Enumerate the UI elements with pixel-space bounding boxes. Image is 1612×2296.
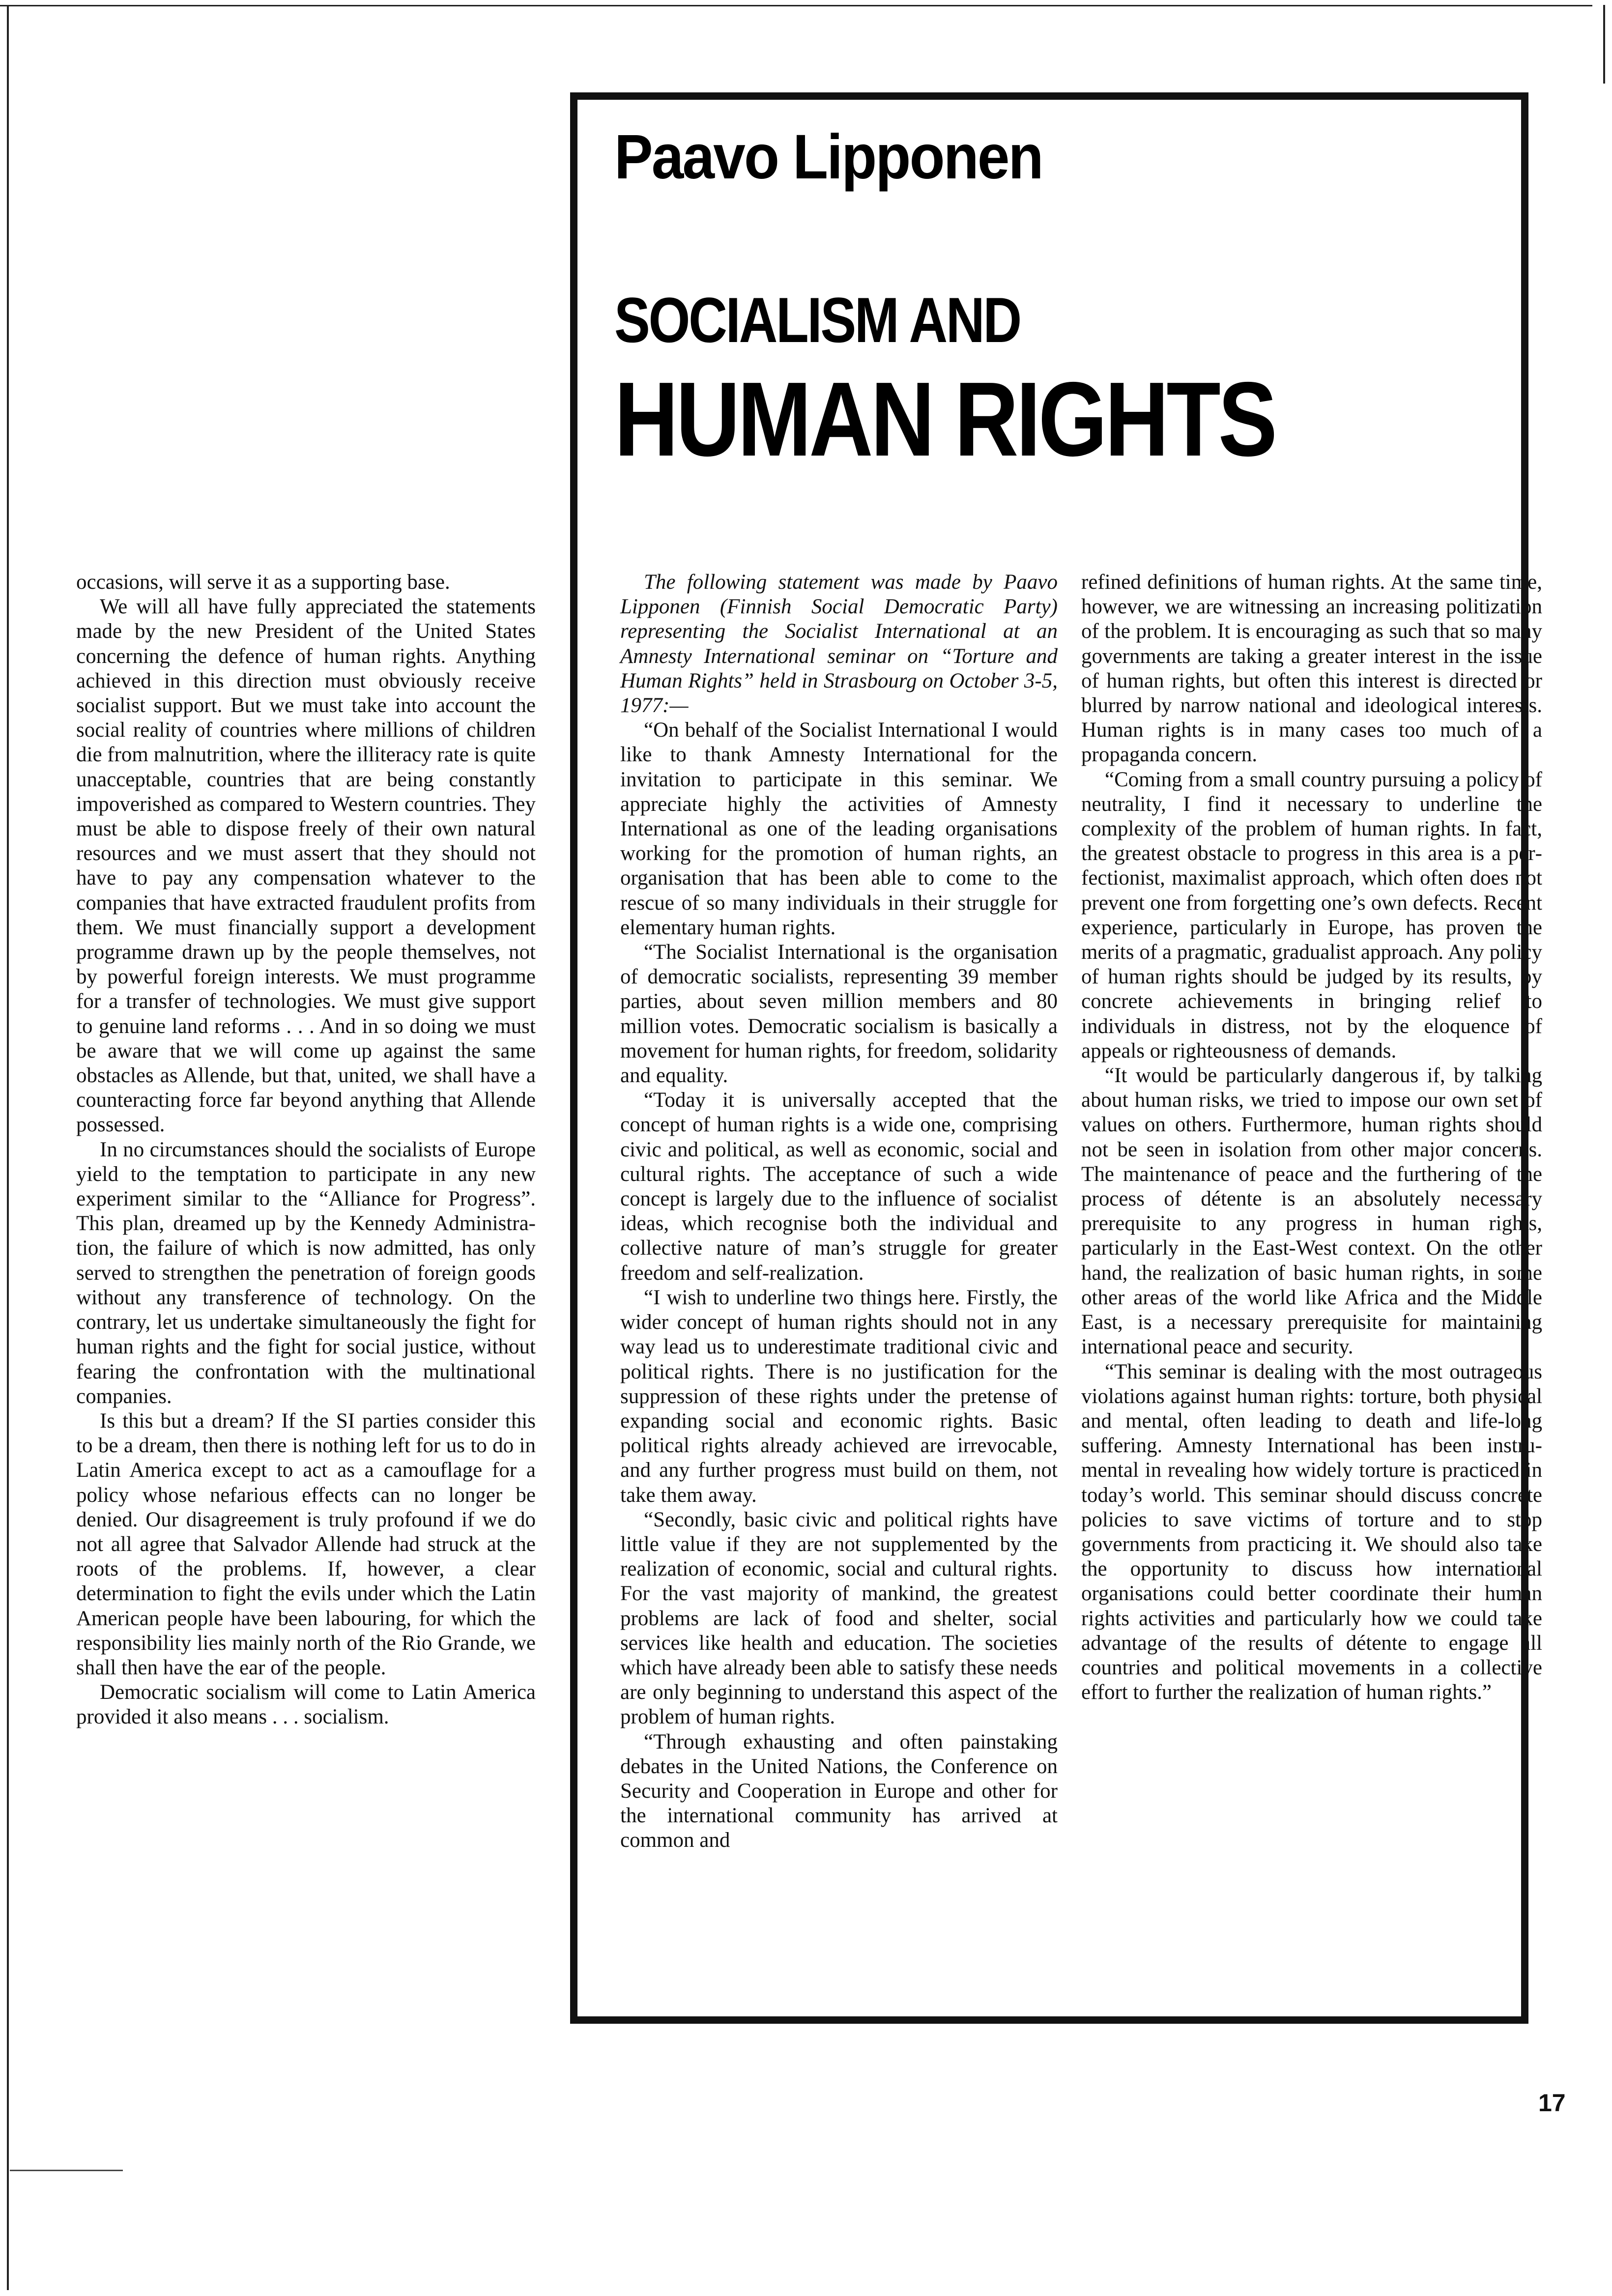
paragraph: “On behalf of the Socialist International I would like to thank Amnesty International for the invitation to participate in this seminar. We appreciate highly the activities of Amnesty International as one of the leading organisations working for the promotion of human rights, an organisation that has been able to come to the rescue of so many individuals in their struggle for elementary human rights. bbox=[620, 718, 1058, 939]
paragraph: “The Socialist International is the organisation of democratic socialists, representing 39 member parties, about seven million members and 80 million votes. Democratic socialism is basically a movement for human rights, for freedom, solidarity and equality. bbox=[620, 941, 1058, 1088]
author-name: Paavo Lipponen bbox=[614, 122, 1042, 192]
headline-line-2: HUMAN RIGHTS bbox=[614, 360, 1275, 478]
column-3 bbox=[1081, 570, 1542, 1705]
page-edge-left bbox=[7, 5, 9, 2290]
paragraph: “Today it is universally accepted that the concept of human rights is a wide one, comprising civic and political, as well as economic, social and cultural rights. The acceptance of such a wide concept is largely due to the influence of socialist ideas, which recognise both the individual and collective nature of man’s struggle for greater freedom and self-realization. bbox=[620, 1089, 1058, 1285]
headline-line-1: SOCIALISM AND bbox=[614, 284, 1020, 356]
paragraph: “Secondly, basic civic and political rights have little value if they are not supplemented by the realization of economic, social and cultural rights. For the vast majority of mankind, the greatest problems are lack of food and shelter, social services like health and education. The societies which have already been able to satisfy these needs are only beginning to understand this aspect of the problem of human rights. bbox=[620, 1508, 1058, 1729]
page-edge-right bbox=[1603, 5, 1605, 84]
column-1 bbox=[76, 570, 536, 1730]
page-edge-top bbox=[0, 5, 1592, 6]
paragraph: We will all have fully appreciated the statements made by the new President of the United States concerning the defence of human rights. Anything achieved in this direction must obviously receive socialist support. But we must take into account the social reality of countries where millions of children die from malnutrition, where the illiteracy rate is quite unacceptable, countries that are being constantly impoverished as compared to Western countries. They must be able to dispose freely of their own natural resources and we must assert that they should not have to pay any compensation whatever to the companies that have extracted fraudulent profits from them. We must financially support a development programme drawn up by the people themselves, not by powerful foreign interests. We must programme for a transfer of technologies. We must give support to genuine land reforms . . . And in so doing we must be aware that we will come up against the same obstacles as Allende, but that, united, we shall have a counteracting force far beyond anything that Allende possessed. bbox=[76, 595, 536, 1137]
paragraph: “Through exhausting and often painstaking debates in the United Nations, the Conference on Security and Cooperation in Europe and other for the international community has arrived at common and bbox=[620, 1730, 1058, 1852]
scan-mark bbox=[10, 2170, 123, 2171]
paragraph: Is this but a dream? If the SI parties consider this to be a dream, then there is nothing left for us to do in Latin America except to act as a camouflage for a policy whose nefarious effects can no longer be denied. Our disagreement is truly profound if we do not all agree that Salvador Allende had struck at the roots of the problems. If, however, a clear determination to fight the evils under which the Latin American people have been labouring, for which the responsibility lies mainly north of the Rio Grande, we shall then have the ear of the people. bbox=[76, 1409, 536, 1679]
paragraph: “I wish to underline two things here. Firstly, the wider concept of human rights should not in any way lead us to underestimate traditional civic and political rights. There is no justification for the suppression of these rights under the pretense of expanding social and economic rights. Basic political rights already achieved are irrevocable, and any further progress must build on them, not take them away. bbox=[620, 1286, 1058, 1507]
paragraph: “It would be particularly dangerous if, by talking about human risks, we tried to impose our own set of values on others. Furthermore, human rights should not be seen in isolation from other major concerns. The maintenance of peace and the furthering of the process of détente is an absolutely necessary prerequisite to any progress in human rights, particularly in the East-West context. On the other hand, the realization of basic human rights, in some other areas of the world like Africa and the Middle East, is a necessary prerequisite for maintaining international peace and security. bbox=[1081, 1064, 1542, 1359]
intro-paragraph: The following statement was made by Paavo Lipponen (Finnish Social Democratic Party) representing the Socialist International at an Amnesty International seminar on “Torture and Human Rights” held in Strasbourg on October 3-5, 1977:— bbox=[620, 571, 1058, 718]
paragraph: “Coming from a small country pursuing a policy of neutrality, I find it necessary to underline the complexity of the problem of human rights. In fact, the greatest obstacle to progress in this area is a perfectionist, maximalist approach, which often does not prevent one from forgetting one’s own defects. Recent experience, particularly in Europe, has proven the merits of a pragmatic, gradualist approach. Any policy of human rights should be judged by its results, by concrete achievements in bringing relief to individuals in distress, not by the eloquence of appeals or righteousness of demands. bbox=[1081, 768, 1542, 1062]
paragraph: In no circumstances should the socialists of Europe yield to the temptation to participate in any new experiment similar to the “Alliance for Progress”. This plan, dreamed up by the Kennedy Administration, the failure of which is now admitted, has only served to strengthen the penetration of foreign goods without any transference of technology. On the contrary, let us undertake simultaneously the fight for human rights and the fight for social justice, without fearing the confrontation with the multinational companies. bbox=[76, 1138, 536, 1408]
page-number: 17 bbox=[1538, 2089, 1566, 2117]
column-2 bbox=[620, 570, 1058, 1853]
paragraph: refined definitions of human rights. At the same time, however, we are witnessing an increasing politization of the problem. It is encouraging as such that so many governments are taking a greater interest in the issue of human rights, but often this interest is directed or blurred by narrow national and ideological interests. Human rights is in many cases too much of a propaganda concern. bbox=[1081, 571, 1542, 767]
paragraph: “This seminar is dealing with the most outrageous violations against human rights: torture, both physical and mental, often leading to death and life-long suffering. Amnesty International has been instrumental in revealing how widely torture is practiced in today’s world. This seminar should discuss concrete policies to save victims of torture and to stop governments from practicing it. We should also take the opportunity to discuss how international organisations could better coordinate their human rights activities and particularly how we could take advantage of the results of détente to engage all countries and political movements in a collective effort to further the realization of human rights.” bbox=[1081, 1360, 1542, 1704]
paragraph: Democratic socialism will come to Latin America provided it also means . . . socialism. bbox=[76, 1681, 536, 1729]
paragraph: occasions, will serve it as a supporting base. bbox=[76, 571, 450, 594]
